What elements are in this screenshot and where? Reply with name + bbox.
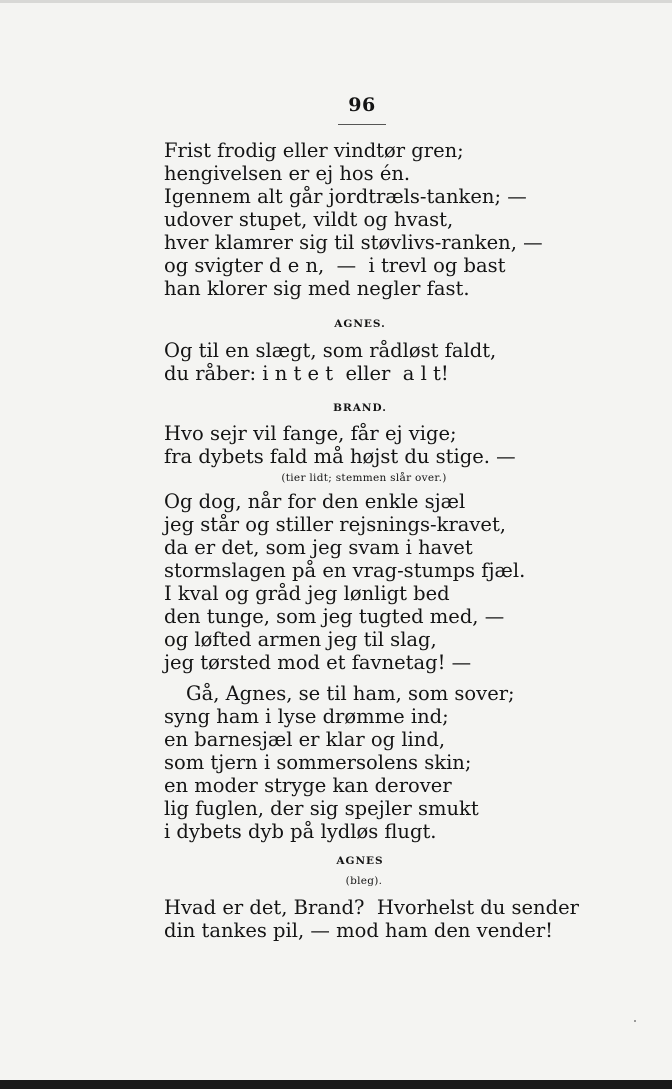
agnes-speech-1 — [164, 339, 496, 385]
verse-line: fra dybets fald må højst du stige. — — [164, 445, 516, 468]
verse-line: udover stupet, vildt og hvast, — [164, 208, 454, 231]
speaker-label-brand: BRAND. — [333, 402, 387, 414]
verse-line: syng ham i lyse drømme ind; — [164, 705, 449, 728]
speaker-label-agnes: AGNES — [336, 855, 384, 867]
verse-line: da er det, som jeg svam i havet — [164, 536, 473, 559]
stanza-1 — [164, 139, 543, 300]
speaker-label-agnes: AGNES. — [334, 318, 386, 330]
verse-line: jeg tørsted mod et favnetag! — — [164, 651, 472, 674]
brand-speech-b — [164, 490, 525, 674]
verse-line: Hvad er det, Brand? Hvorhelst du sender — [164, 896, 579, 919]
verse-line: som tjern i sommersolens skin; — [164, 751, 472, 774]
verse-line: jeg står og stiller rejsnings-kravet, — [164, 513, 506, 536]
verse-line: en moder stryge kan derover — [164, 774, 452, 797]
verse-line: en barnesjæl er klar og lind, — [164, 728, 446, 751]
verse-line: Og dog, når for den enkle sjæl — [164, 490, 466, 513]
page-bottom-edge — [0, 1080, 672, 1089]
stage-direction: (tier lidt; stemmen slår over.) — [281, 472, 447, 484]
page-number: 96 — [348, 94, 376, 116]
verse-line: du råber: i n t e t eller a l t! — [164, 362, 449, 385]
verse-line: din tankes pil, — mod ham den vender! — [164, 919, 553, 942]
verse-line: Gå, Agnes, se til ham, som sover; — [186, 682, 515, 705]
verse-line: i dybets dyb på lydløs flugt. — [164, 820, 437, 843]
verse-line: og løfted armen jeg til slag, — [164, 628, 437, 651]
verse-line: Frist frodig eller vindtør gren; — [164, 139, 464, 162]
verse-line: hver klamrer sig til støvlivs-ranken, — — [164, 231, 543, 254]
verse-line: Hvo sejr vil fange, får ej vige; — [164, 422, 457, 445]
stage-direction: (bleg). — [345, 875, 383, 887]
brand-speech-c — [164, 682, 515, 843]
verse-line: og svigter d e n, — i trevl og bast — [164, 254, 506, 277]
page-number-rule — [338, 124, 386, 125]
verse-line: stormslagen på en vrag-stumps fjæl. — [164, 559, 526, 582]
verse-line: Igennem alt går jordtræls-tanken; — — [164, 185, 527, 208]
page-speck — [634, 1020, 636, 1022]
verse-line: I kval og gråd jeg lønligt bed — [164, 582, 450, 605]
agnes-speech-2 — [164, 896, 579, 942]
verse-line: han klorer sig med negler fast. — [164, 277, 470, 300]
verse-line: den tunge, som jeg tugted med, — — [164, 605, 505, 628]
page-top-edge — [0, 0, 672, 3]
brand-speech-a — [164, 422, 516, 468]
verse-line: Og til en slægt, som rådløst faldt, — [164, 339, 497, 362]
verse-line: hengivelsen er ej hos én. — [164, 162, 411, 185]
verse-line: lig fuglen, der sig spejler smukt — [164, 797, 479, 820]
